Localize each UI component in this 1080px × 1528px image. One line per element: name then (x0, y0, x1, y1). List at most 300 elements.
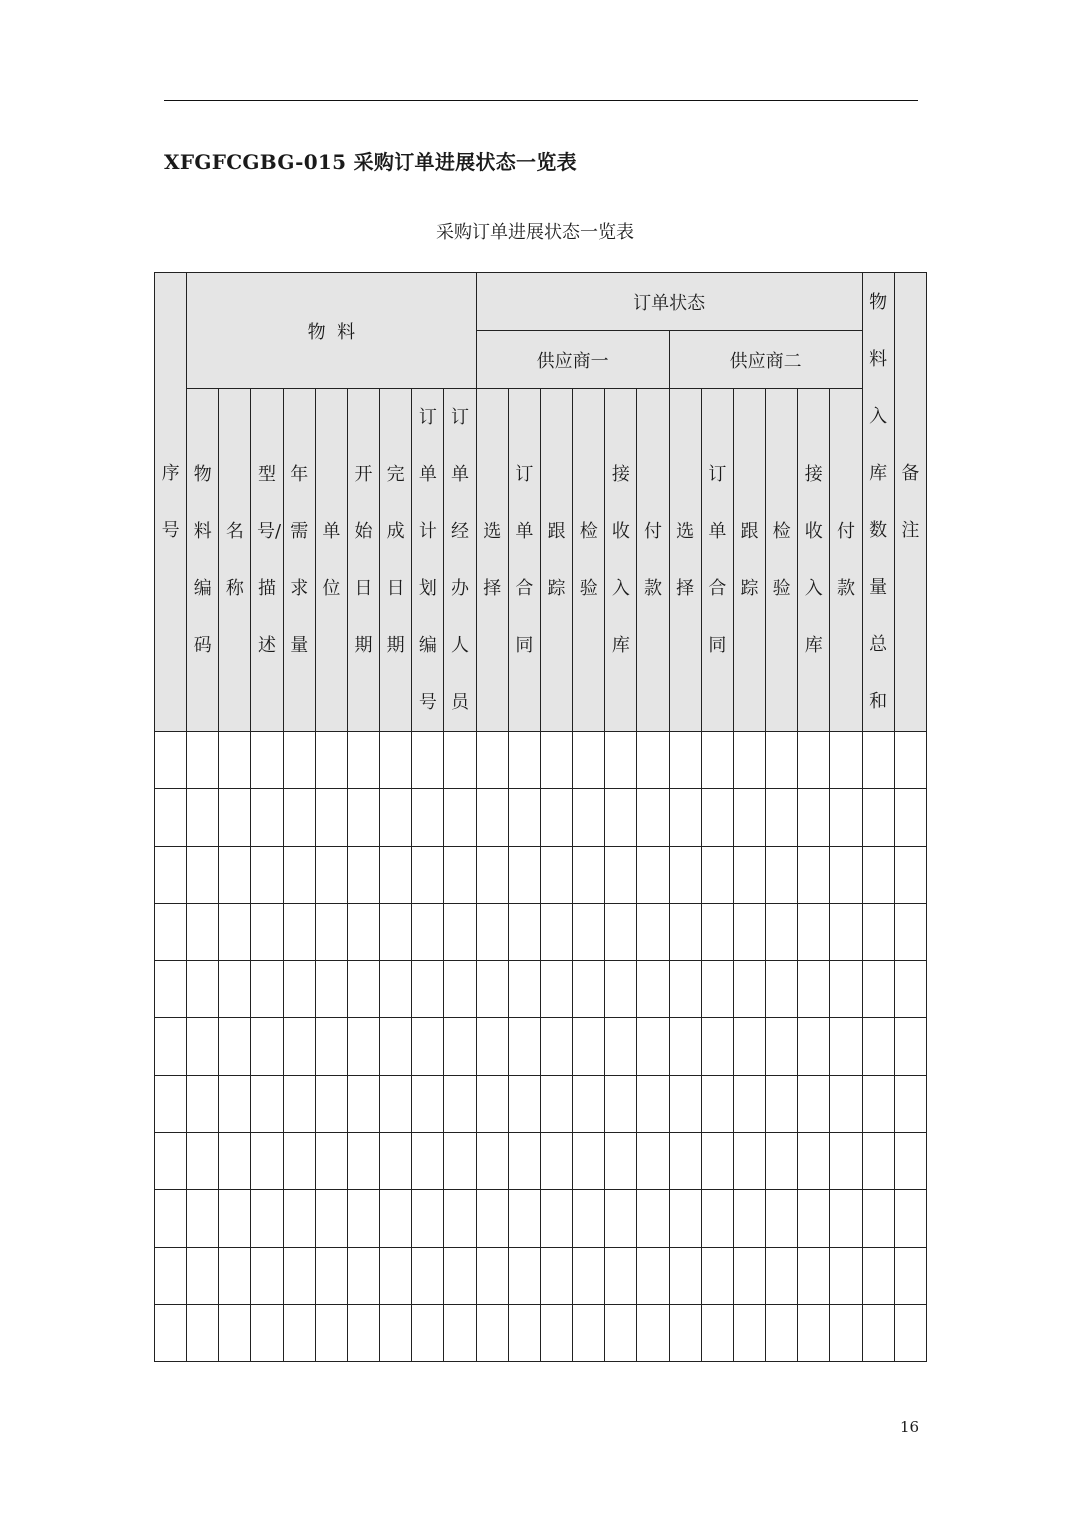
table-cell (894, 1133, 926, 1190)
table-row (155, 1304, 927, 1361)
table-cell (251, 1247, 283, 1304)
table-cell (830, 1304, 862, 1361)
table-cell (283, 846, 315, 903)
table-cell (380, 1190, 412, 1247)
table-cell (155, 846, 187, 903)
header-material-col-2: 名称 (219, 389, 251, 732)
table-cell (412, 846, 444, 903)
table-cell (669, 1190, 701, 1247)
table-cell (669, 1247, 701, 1304)
table-cell (637, 789, 669, 846)
header-supplier1-col-3: 跟踪 (540, 389, 572, 732)
table-cell (315, 1304, 347, 1361)
table-cell (476, 961, 508, 1018)
table-cell (701, 732, 733, 789)
table-cell (573, 1247, 605, 1304)
table-cell (637, 1304, 669, 1361)
table-cell (380, 732, 412, 789)
table-cell (187, 1133, 219, 1190)
table-cell (830, 961, 862, 1018)
table-cell (251, 732, 283, 789)
table-cell (508, 1018, 540, 1075)
table-cell (605, 1018, 637, 1075)
table-cell (347, 1304, 379, 1361)
table-cell (605, 1247, 637, 1304)
table-cell (315, 732, 347, 789)
table-row (155, 1247, 927, 1304)
table-cell (862, 846, 894, 903)
table-cell (380, 961, 412, 1018)
table-cell (508, 1075, 540, 1132)
table-cell (637, 1247, 669, 1304)
table-cell (798, 961, 830, 1018)
table-cell (573, 1190, 605, 1247)
table-cell (540, 1304, 572, 1361)
table-cell (444, 1190, 476, 1247)
table-cell (155, 1075, 187, 1132)
table-cell (283, 903, 315, 960)
table-cell (347, 732, 379, 789)
table-cell (412, 732, 444, 789)
table-cell (251, 903, 283, 960)
table-cell (251, 1133, 283, 1190)
table-cell (605, 1304, 637, 1361)
table-cell (476, 1075, 508, 1132)
table-cell (669, 1133, 701, 1190)
table-cell (251, 1304, 283, 1361)
table-cell (380, 789, 412, 846)
table-cell (508, 1304, 540, 1361)
table-cell (605, 961, 637, 1018)
table-cell (347, 1075, 379, 1132)
table-cell (733, 1247, 765, 1304)
table-cell (637, 1018, 669, 1075)
table-cell (894, 1018, 926, 1075)
table-cell (766, 1190, 798, 1247)
table-cell (219, 1075, 251, 1132)
table-cell (766, 1247, 798, 1304)
table-cell (219, 1304, 251, 1361)
table-cell (701, 789, 733, 846)
table-cell (830, 1190, 862, 1247)
table-cell (251, 1190, 283, 1247)
table-cell (476, 1190, 508, 1247)
table-cell (476, 1133, 508, 1190)
order-status-table (154, 272, 927, 1362)
table-cell (219, 903, 251, 960)
table-cell (283, 789, 315, 846)
header-supplier2-col-3: 跟踪 (733, 389, 765, 732)
table-cell (283, 1304, 315, 1361)
table-cell (573, 903, 605, 960)
table-cell (862, 903, 894, 960)
table-cell (798, 846, 830, 903)
table-cell (476, 903, 508, 960)
header-supplier-2: 供应商二 (669, 331, 862, 389)
table-cell (669, 961, 701, 1018)
table-cell (701, 1247, 733, 1304)
table-cell (187, 1018, 219, 1075)
table-cell (669, 732, 701, 789)
table-cell (444, 789, 476, 846)
table-cell (155, 1304, 187, 1361)
table-cell (862, 789, 894, 846)
table-cell (155, 1133, 187, 1190)
table-cell (380, 1247, 412, 1304)
table-cell (251, 961, 283, 1018)
table-cell (894, 1304, 926, 1361)
table-cell (476, 1304, 508, 1361)
table-cell (315, 1075, 347, 1132)
table-cell (862, 732, 894, 789)
table-cell (540, 846, 572, 903)
table-cell (798, 732, 830, 789)
table-cell (540, 903, 572, 960)
table-cell (798, 789, 830, 846)
table-cell (733, 1075, 765, 1132)
table-cell (798, 903, 830, 960)
table-cell (187, 789, 219, 846)
table-cell (862, 1018, 894, 1075)
table-cell (862, 1247, 894, 1304)
table-cell (508, 846, 540, 903)
table-cell (540, 1247, 572, 1304)
table-cell (766, 846, 798, 903)
table-cell (219, 846, 251, 903)
table-cell (766, 732, 798, 789)
table-cell (219, 1018, 251, 1075)
header-order-status-group: 订单状态 (476, 273, 862, 331)
header-supplier2-col-6: 付款 (830, 389, 862, 732)
table-cell (283, 1075, 315, 1132)
table-cell (347, 1247, 379, 1304)
header-supplier1-col-4: 检验 (573, 389, 605, 732)
table-cell (573, 732, 605, 789)
table-cell (766, 1133, 798, 1190)
header-material-col-1: 物料编码 (187, 389, 219, 732)
table-cell (605, 732, 637, 789)
table-cell (605, 903, 637, 960)
table-cell (155, 789, 187, 846)
table-cell (540, 1075, 572, 1132)
table-cell (798, 1304, 830, 1361)
table-cell (444, 732, 476, 789)
header-material-col-3: 型号/描述 (251, 389, 283, 732)
table-cell (315, 846, 347, 903)
table-cell (894, 732, 926, 789)
header-material-col-9: 订单经办人员 (444, 389, 476, 732)
table-cell (605, 1190, 637, 1247)
table-cell (540, 961, 572, 1018)
header-supplier1-col-6: 付款 (637, 389, 669, 732)
table-cell (733, 1304, 765, 1361)
table-cell (637, 1190, 669, 1247)
table-cell (155, 903, 187, 960)
table-cell (766, 1075, 798, 1132)
header-supplier2-col-5: 接收入库 (798, 389, 830, 732)
table-cell (476, 1018, 508, 1075)
table-cell (830, 1018, 862, 1075)
table-cell (476, 789, 508, 846)
table-cell (605, 789, 637, 846)
header-supplier1-col-1: 选择 (476, 389, 508, 732)
table-cell (701, 1018, 733, 1075)
table-cell (540, 1133, 572, 1190)
table-cell (637, 903, 669, 960)
table-cell (283, 1018, 315, 1075)
table-cell (315, 961, 347, 1018)
table-cell (733, 961, 765, 1018)
table-cell (573, 1018, 605, 1075)
table-cell (894, 846, 926, 903)
table-cell (637, 1133, 669, 1190)
table-cell (894, 903, 926, 960)
table-cell (187, 1075, 219, 1132)
table-cell (701, 903, 733, 960)
table-cell (219, 789, 251, 846)
table-cell (637, 846, 669, 903)
table-cell (412, 1018, 444, 1075)
table-cell (766, 1304, 798, 1361)
table-row (155, 1190, 927, 1247)
table-cell (155, 961, 187, 1018)
table-cell (701, 1304, 733, 1361)
header-material-col-8: 订单计划编号 (412, 389, 444, 732)
header-total-in: 物料入库数量总和 (862, 273, 894, 732)
table-cell (508, 961, 540, 1018)
table-cell (380, 1018, 412, 1075)
table-row (155, 1133, 927, 1190)
table-row (155, 789, 927, 846)
table-cell (669, 903, 701, 960)
table-cell (476, 846, 508, 903)
table-cell (508, 1190, 540, 1247)
table-cell (862, 1190, 894, 1247)
header-supplier1-col-5: 接收入库 (605, 389, 637, 732)
table-cell (412, 1190, 444, 1247)
table-cell (347, 1133, 379, 1190)
table-cell (315, 1190, 347, 1247)
table-cell (798, 1075, 830, 1132)
table-cell (798, 1247, 830, 1304)
table-cell (733, 789, 765, 846)
table-cell (862, 1075, 894, 1132)
table-cell (894, 961, 926, 1018)
table-cell (637, 732, 669, 789)
table-cell (733, 846, 765, 903)
header-material-col-4: 年需求量 (283, 389, 315, 732)
table-cell (412, 961, 444, 1018)
header-material-group: 物 料 (187, 273, 476, 389)
table-cell (315, 1247, 347, 1304)
header-rule (164, 100, 918, 101)
table-cell (540, 732, 572, 789)
table-cell (219, 1247, 251, 1304)
table-cell (155, 1018, 187, 1075)
table-cell (347, 1190, 379, 1247)
table-cell (830, 789, 862, 846)
table-cell (187, 903, 219, 960)
table-cell (894, 1075, 926, 1132)
table-cell (315, 903, 347, 960)
table-cell (444, 1247, 476, 1304)
table-cell (573, 1304, 605, 1361)
table-cell (283, 961, 315, 1018)
table-cell (444, 1018, 476, 1075)
table-cell (347, 789, 379, 846)
table-cell (315, 1018, 347, 1075)
table-cell (283, 1247, 315, 1304)
table-cell (894, 1190, 926, 1247)
table-cell (733, 1018, 765, 1075)
table-row (155, 732, 927, 789)
table-row (155, 961, 927, 1018)
table-row (155, 903, 927, 960)
document-title: XFGFCGBG-015 采购订单进展状态一览表 (164, 150, 577, 174)
table-cell (894, 1247, 926, 1304)
table-cell (669, 1018, 701, 1075)
table-cell (573, 961, 605, 1018)
header-supplier2-col-1: 选择 (669, 389, 701, 732)
table-cell (155, 1247, 187, 1304)
table-cell (701, 1133, 733, 1190)
table-cell (283, 732, 315, 789)
table-cell (251, 789, 283, 846)
table-cell (315, 789, 347, 846)
table-row (155, 1018, 927, 1075)
table-cell (540, 1190, 572, 1247)
table-row (155, 1075, 927, 1132)
table-cell (412, 789, 444, 846)
table-cell (380, 903, 412, 960)
table-cell (476, 732, 508, 789)
table-cell (605, 1133, 637, 1190)
table-cell (251, 1075, 283, 1132)
table-cell (573, 846, 605, 903)
table-cell (508, 1247, 540, 1304)
table-cell (830, 903, 862, 960)
table-cell (187, 732, 219, 789)
table-cell (701, 961, 733, 1018)
table-row (155, 846, 927, 903)
table-cell (444, 1133, 476, 1190)
table-cell (508, 1133, 540, 1190)
table-cell (733, 903, 765, 960)
table-cell (155, 1190, 187, 1247)
table-cell (798, 1190, 830, 1247)
table-cell (830, 1247, 862, 1304)
table-cell (766, 789, 798, 846)
table-cell (862, 1133, 894, 1190)
table-cell (380, 1133, 412, 1190)
table-cell (894, 789, 926, 846)
table-cell (669, 846, 701, 903)
table-cell (508, 789, 540, 846)
table-cell (540, 1018, 572, 1075)
table-cell (444, 1304, 476, 1361)
table-cell (766, 961, 798, 1018)
table-cell (701, 1190, 733, 1247)
header-remarks: 备注 (894, 273, 926, 732)
table-cell (251, 846, 283, 903)
table-cell (862, 961, 894, 1018)
table-cell (766, 903, 798, 960)
table-cell (862, 1304, 894, 1361)
table-cell (830, 846, 862, 903)
table-cell (573, 789, 605, 846)
table-cell (187, 1304, 219, 1361)
table-cell (766, 1018, 798, 1075)
table-cell (508, 732, 540, 789)
table-cell (733, 1133, 765, 1190)
table-cell (733, 732, 765, 789)
table-cell (412, 1075, 444, 1132)
table-cell (251, 1018, 283, 1075)
table-cell (540, 789, 572, 846)
table-cell (669, 1075, 701, 1132)
table-cell (347, 846, 379, 903)
table-cell (380, 1075, 412, 1132)
header-material-col-6: 开始日期 (347, 389, 379, 732)
header-seq: 序号 (155, 273, 187, 732)
table-cell (219, 961, 251, 1018)
header-supplier-1: 供应商一 (476, 331, 669, 389)
table-cell (380, 846, 412, 903)
table-cell (701, 1075, 733, 1132)
table-cell (798, 1133, 830, 1190)
table-cell (219, 1133, 251, 1190)
table-cell (669, 789, 701, 846)
table-cell (283, 1133, 315, 1190)
table-cell (219, 1190, 251, 1247)
table-cell (347, 903, 379, 960)
header-supplier2-col-4: 检验 (766, 389, 798, 732)
table-cell (444, 961, 476, 1018)
header-material-col-5: 单位 (315, 389, 347, 732)
table-cell (315, 1133, 347, 1190)
table-cell (573, 1133, 605, 1190)
table-cell (283, 1190, 315, 1247)
table-cell (187, 846, 219, 903)
table-cell (187, 1190, 219, 1247)
table-cell (444, 846, 476, 903)
table-cell (347, 1018, 379, 1075)
table-cell (508, 903, 540, 960)
header-supplier2-col-2: 订单合同 (701, 389, 733, 732)
table-cell (412, 1304, 444, 1361)
table-caption: 采购订单进展状态一览表 (436, 222, 634, 243)
table-cell (605, 1075, 637, 1132)
table-cell (347, 961, 379, 1018)
table-cell (412, 903, 444, 960)
table-cell (573, 1075, 605, 1132)
table-cell (637, 1075, 669, 1132)
table-cell (187, 1247, 219, 1304)
table-cell (701, 846, 733, 903)
table-cell (830, 1133, 862, 1190)
table-cell (669, 1304, 701, 1361)
table-cell (605, 846, 637, 903)
table-cell (412, 1133, 444, 1190)
table-cell (219, 732, 251, 789)
page-number: 16 (900, 1418, 920, 1436)
table-cell (444, 1075, 476, 1132)
table-cell (444, 903, 476, 960)
table-cell (476, 1247, 508, 1304)
table-cell (187, 961, 219, 1018)
header-supplier1-col-2: 订单合同 (508, 389, 540, 732)
header-material-col-7: 完成日期 (380, 389, 412, 732)
